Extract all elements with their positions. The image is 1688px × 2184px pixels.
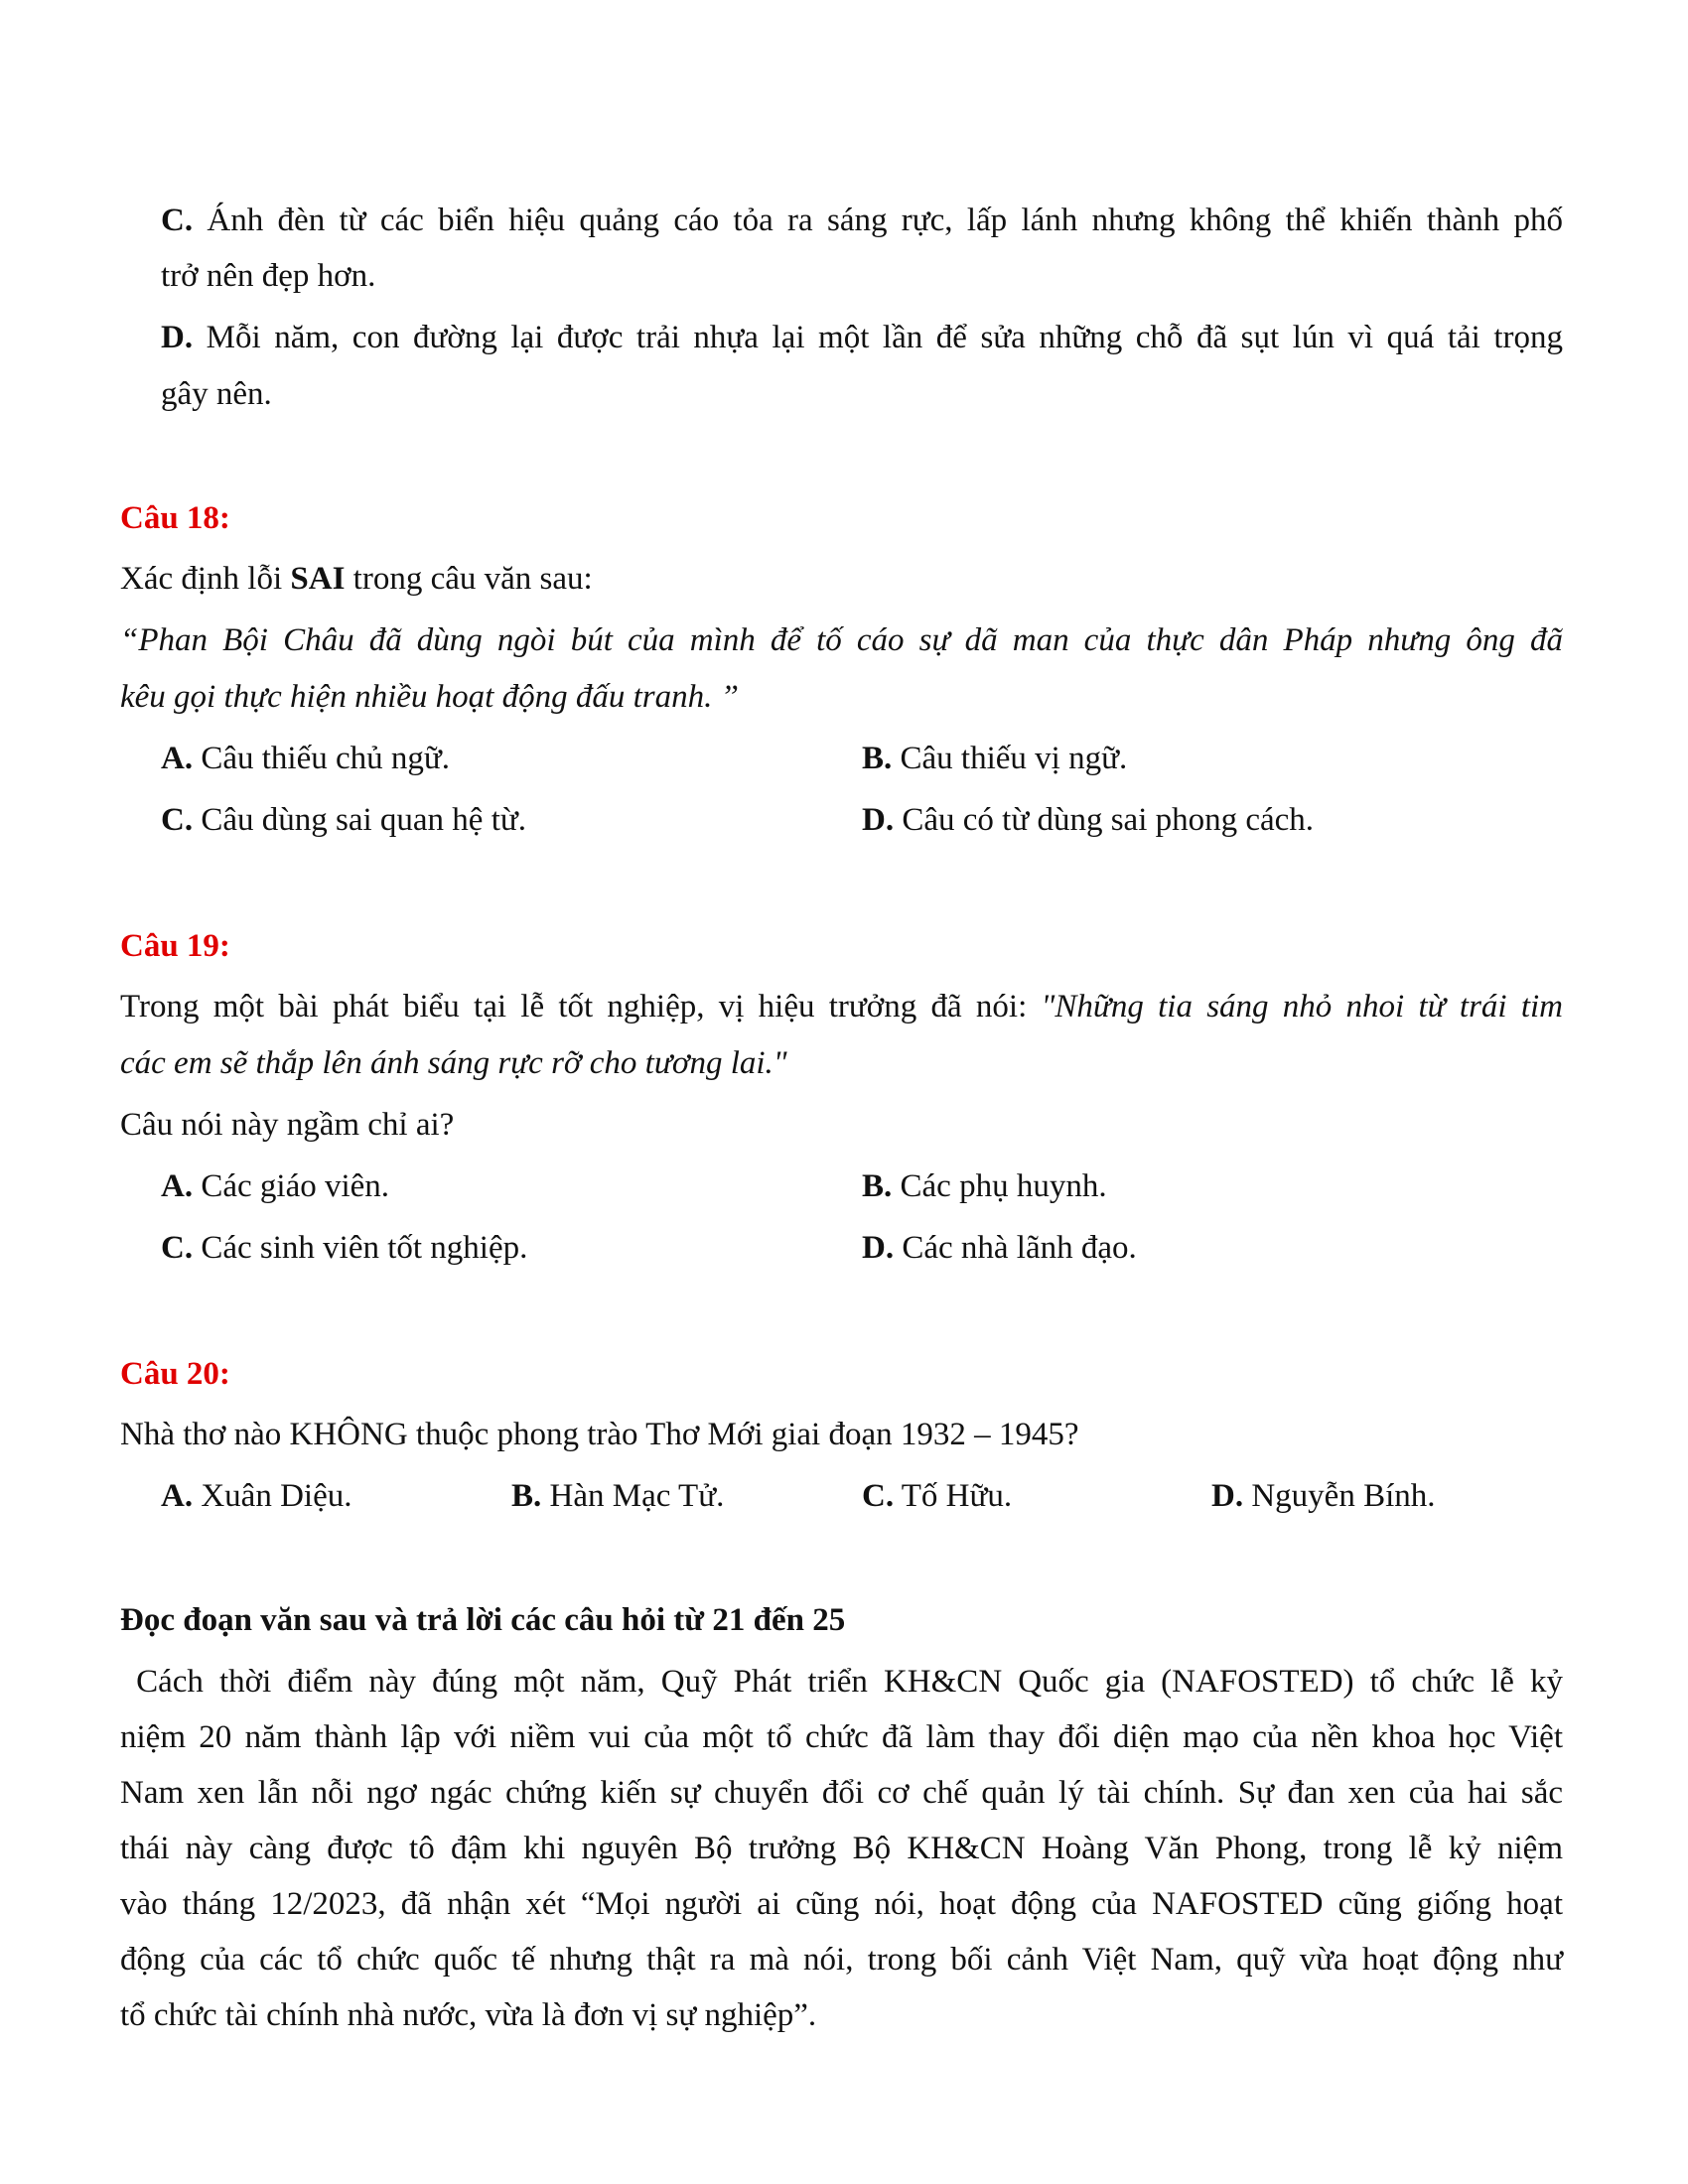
q17-option-c-letter: C.	[161, 203, 194, 238]
q19-option-b-letter: B.	[862, 1168, 893, 1204]
q20-option-c-letter: C.	[862, 1478, 895, 1514]
q17-option-d	[161, 318, 1563, 357]
q18-prompt	[120, 559, 593, 599]
q20-option-b-letter: B.	[511, 1478, 542, 1514]
reading-heading: Đọc đoạn văn sau và trả lời các câu hỏi từ 21 đến 25	[120, 1602, 846, 1638]
q19-option-c-letter: C.	[161, 1230, 194, 1266]
q17-option-d-letter: D.	[161, 320, 194, 355]
q20-heading: Câu 20:	[120, 1356, 230, 1392]
q18-prompt-before: Xác định lỗi	[120, 561, 291, 597]
q18-quote-line1: “Phan Bội Châu đã dùng ngòi bút của mình để tố cáo sự dã man của thực dân Pháp nhưng ông đã	[120, 622, 1563, 658]
q18-option-c	[161, 800, 526, 840]
q19-quote-part1: "Những tia sáng nhỏ nhoi từ trái tim	[1041, 989, 1564, 1024]
q19-question: Câu nói này ngầm chỉ ai?	[120, 1107, 455, 1143]
q18-option-c-text: Câu dùng sai quan hệ từ.	[193, 802, 527, 838]
reading-line-7: tổ chức tài chính nhà nước, vừa là đơn vị sự nghiệp”.	[120, 1997, 817, 2033]
q19-option-d	[862, 1228, 1137, 1268]
q18-option-d-letter: D.	[862, 802, 895, 838]
reading-line-6: động của các tổ chức quốc tế nhưng thật ra mà nói, trong bối cảnh Việt Nam, quỹ vừa hoạt động như	[120, 1942, 1563, 1978]
q19-option-d-text: Các nhà lãnh đạo.	[894, 1230, 1137, 1266]
q17-option-c	[161, 201, 1563, 240]
q19-option-d-letter: D.	[862, 1230, 895, 1266]
q19-heading: Câu 19:	[120, 928, 230, 964]
reading-line-2: niệm 20 năm thành lập với niềm vui của một tổ chức đã làm thay đổi diện mạo của nền khoa học Việt	[120, 1719, 1563, 1755]
q20-option-b	[511, 1476, 724, 1516]
q20-option-d-letter: D.	[1211, 1478, 1244, 1514]
q18-option-a-letter: A.	[161, 741, 194, 776]
q18-option-c-letter: C.	[161, 802, 194, 838]
q19-option-b	[862, 1166, 1107, 1206]
q20-option-a-text: Xuân Diệu.	[193, 1478, 352, 1514]
q20-option-a-letter: A.	[161, 1478, 194, 1514]
q20-option-b-text: Hàn Mạc Tử.	[541, 1478, 725, 1514]
reading-line-5: vào tháng 12/2023, đã nhận xét “Mọi người ai cũng nói, hoạt động của NAFOSTED cũng giống hoạt	[120, 1886, 1563, 1922]
q18-option-a-text: Câu thiếu chủ ngữ.	[193, 741, 451, 776]
q17-option-d-text-line1: Mỗi năm, con đường lại được trải nhựa lại một lần để sửa những chỗ đã sụt lún vì quá tải trọng	[206, 320, 1563, 355]
q19-prompt-line1	[120, 987, 1563, 1026]
reading-line-1: Cách thời điểm này đúng một năm, Quỹ Phát triển KH&CN Quốc gia (NAFOSTED) tổ chức lễ kỷ	[120, 1664, 1563, 1700]
q19-prompt-normal: Trong một bài phát biểu tại lễ tốt nghiệp, vị hiệu trưởng đã nói:	[120, 989, 1042, 1024]
q17-option-c-text-line1: Ánh đèn từ các biển hiệu quảng cáo tỏa ra sáng rực, lấp lánh nhưng không thể khiến thành phố	[207, 203, 1563, 238]
q18-option-d-text: Câu có từ dùng sai phong cách.	[894, 802, 1315, 838]
q17-option-c-text-line2: trở nên đẹp hơn.	[161, 258, 376, 294]
q18-quote-line2: kêu gọi thực hiện nhiều hoạt động đấu tranh. ”	[120, 679, 739, 715]
q19-quote-part2: các em sẽ thắp lên ánh sáng rực rỡ cho tương lai."	[120, 1045, 787, 1081]
q18-option-b-letter: B.	[862, 741, 893, 776]
q18-option-b	[862, 739, 1127, 778]
q20-option-d-text: Nguyễn Bính.	[1243, 1478, 1436, 1514]
q18-prompt-after: trong câu văn sau:	[345, 561, 593, 597]
reading-line-3: Nam xen lẫn nỗi ngơ ngác chứng kiến sự chuyển đổi cơ chế quản lý tài chính. Sự đan xen của hai sắc	[120, 1775, 1563, 1811]
q17-option-d-text-line2: gây nên.	[161, 376, 272, 412]
q19-option-a-letter: A.	[161, 1168, 194, 1204]
q18-prompt-bold: SAI	[290, 561, 346, 597]
q18-option-d	[862, 800, 1314, 840]
reading-line-4: thái này càng được tô đậm khi nguyên Bộ trưởng Bộ KH&CN Hoàng Văn Phong, trong lễ kỷ niệm	[120, 1831, 1563, 1866]
q20-option-c-text: Tố Hữu.	[894, 1478, 1013, 1514]
q18-heading: Câu 18:	[120, 500, 230, 536]
q20-option-d	[1211, 1476, 1436, 1516]
q19-option-a-text: Các giáo viên.	[193, 1168, 390, 1204]
q20-option-a	[161, 1476, 352, 1516]
q19-option-a	[161, 1166, 389, 1206]
q20-prompt: Nhà thơ nào KHÔNG thuộc phong trào Thơ Mới giai đoạn 1932 – 1945?	[120, 1417, 1079, 1452]
q19-option-c-text: Các sinh viên tốt nghiệp.	[193, 1230, 528, 1266]
q20-option-c	[862, 1476, 1012, 1516]
q19-option-c	[161, 1228, 527, 1268]
q18-option-b-text: Câu thiếu vị ngữ.	[892, 741, 1128, 776]
q18-option-a	[161, 739, 450, 778]
q19-option-b-text: Các phụ huynh.	[892, 1168, 1107, 1204]
